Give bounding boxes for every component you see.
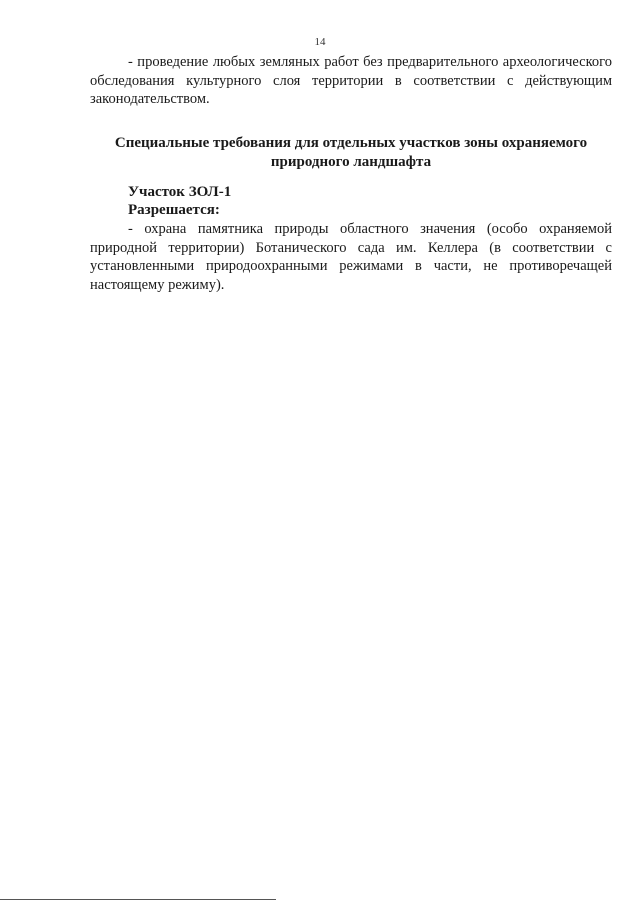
footer-rule xyxy=(0,899,276,900)
plot-title: Участок ЗОЛ-1 xyxy=(128,184,232,200)
section-heading: Специальные требования для отдельных участков зоны охраняемого природного ландшафта xyxy=(114,135,588,170)
paragraph-earthworks: - проведение любых земляных работ без предварительного археологического обследования культурного слоя территории в соответствии с действующим законодательством. xyxy=(90,54,612,107)
paragraph-allowed: - охрана памятника природы областного значения (особо охраняемой природной территории) Ботанического сада им. Келлера (в соответствии с установленными природоохранными режимами в части, не противоречащей настоящему режиму). xyxy=(90,221,612,293)
allowed-label: Разрешается: xyxy=(128,202,220,218)
page-number: 14 xyxy=(314,36,326,48)
